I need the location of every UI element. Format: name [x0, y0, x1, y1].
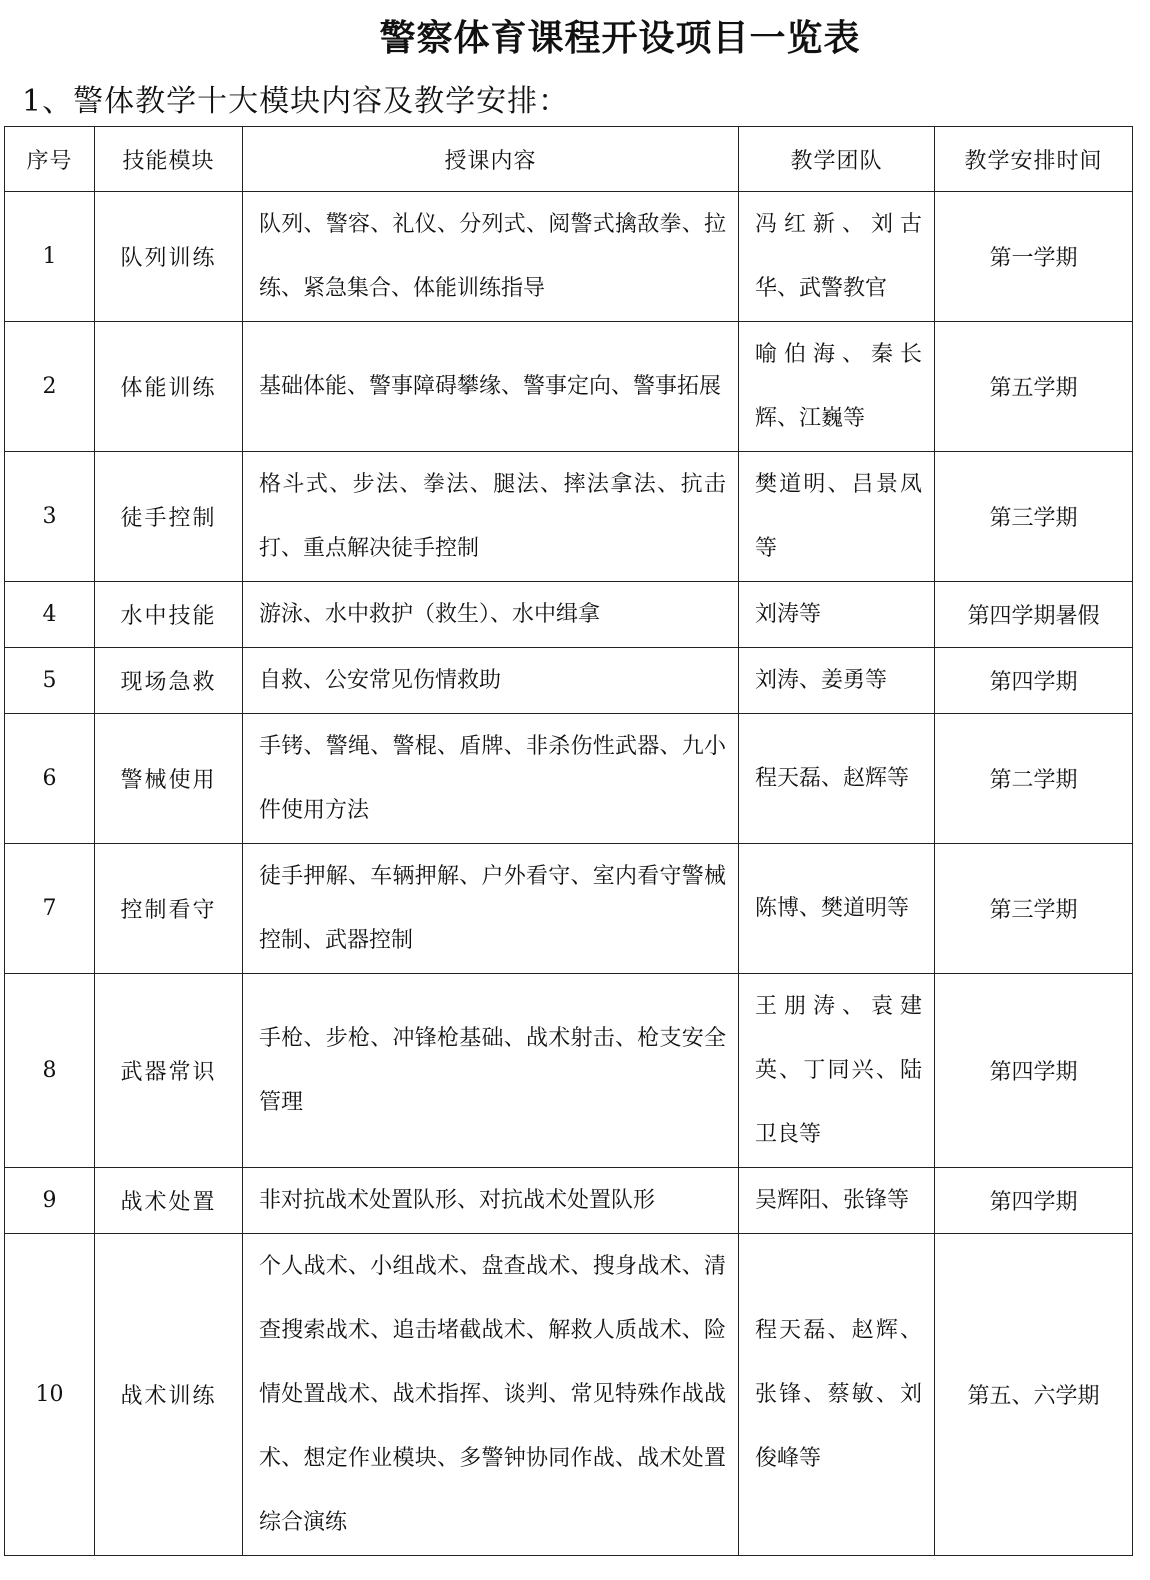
cell-no: 10 — [5, 1234, 95, 1556]
cell-module: 徒手控制 — [95, 452, 243, 582]
cell-content: 手铐、警绳、警棍、盾牌、非杀伤性武器、九小件使用方法 — [243, 714, 739, 844]
table-row — [5, 452, 1133, 582]
cell-team: 冯红新、刘古华、武警教官 — [739, 192, 935, 322]
header-module: 技能模块 — [95, 127, 243, 192]
cell-no: 8 — [5, 974, 95, 1168]
header-time: 教学安排时间 — [935, 127, 1133, 192]
cell-no: 7 — [5, 844, 95, 974]
table-row — [5, 1234, 1133, 1556]
cell-content: 格斗式、步法、拳法、腿法、摔法拿法、抗击打、重点解决徒手控制 — [243, 452, 739, 582]
cell-time: 第四学期 — [935, 974, 1133, 1168]
cell-time: 第二学期 — [935, 714, 1133, 844]
cell-team: 王朋涛、袁建英、丁同兴、陆卫良等 — [739, 974, 935, 1168]
cell-module: 战术训练 — [95, 1234, 243, 1556]
cell-module: 水中技能 — [95, 582, 243, 648]
cell-module: 现场急救 — [95, 648, 243, 714]
cell-module: 队列训练 — [95, 192, 243, 322]
cell-content: 个人战术、小组战术、盘查战术、搜身战术、清查搜索战术、追击堵截战术、解救人质战术、险情处置战术、战术指挥、谈判、常见特殊作战战术、想定作业模块、多警钟协同作战、战术处置综合演练 — [243, 1234, 739, 1556]
cell-content: 自救、公安常见伤情救助 — [243, 648, 739, 714]
table-row — [5, 582, 1133, 648]
cell-no: 9 — [5, 1168, 95, 1234]
cell-module: 战术处置 — [95, 1168, 243, 1234]
cell-team: 刘涛等 — [739, 582, 935, 648]
cell-content: 基础体能、警事障碍攀缘、警事定向、警事拓展 — [243, 322, 739, 452]
course-table — [4, 126, 1133, 1556]
cell-no: 1 — [5, 192, 95, 322]
cell-no: 4 — [5, 582, 95, 648]
table-row — [5, 192, 1133, 322]
cell-content: 队列、警容、礼仪、分列式、阅警式擒敌拳、拉练、紧急集合、体能训练指导 — [243, 192, 739, 322]
table-row — [5, 974, 1133, 1168]
cell-time: 第四学期 — [935, 1168, 1133, 1234]
section-heading: 1、警体教学十大模块内容及教学安排： — [22, 84, 570, 119]
page-title: 警察体育课程开设项目一览表 — [379, 17, 861, 59]
table-row — [5, 648, 1133, 714]
cell-module: 体能训练 — [95, 322, 243, 452]
cell-time: 第三学期 — [935, 844, 1133, 974]
header-no: 序号 — [5, 127, 95, 192]
cell-content: 游泳、水中救护（救生）、水中缉拿 — [243, 582, 739, 648]
table-row — [5, 1168, 1133, 1234]
cell-no: 2 — [5, 322, 95, 452]
cell-time: 第三学期 — [935, 452, 1133, 582]
cell-time: 第五、六学期 — [935, 1234, 1133, 1556]
cell-team: 陈博、樊道明等 — [739, 844, 935, 974]
cell-content: 徒手押解、车辆押解、户外看守、室内看守警械控制、武器控制 — [243, 844, 739, 974]
table-header-row — [5, 127, 1133, 192]
cell-module: 武器常识 — [95, 974, 243, 1168]
cell-time: 第一学期 — [935, 192, 1133, 322]
cell-no: 3 — [5, 452, 95, 582]
cell-module: 警械使用 — [95, 714, 243, 844]
cell-time: 第五学期 — [935, 322, 1133, 452]
header-content: 授课内容 — [243, 127, 739, 192]
cell-time: 第四学期 — [935, 648, 1133, 714]
cell-team: 樊道明、吕景凤等 — [739, 452, 935, 582]
cell-team: 程天磊、赵辉等 — [739, 714, 935, 844]
cell-content: 手枪、步枪、冲锋枪基础、战术射击、枪支安全管理 — [243, 974, 739, 1168]
cell-content: 非对抗战术处置队形、对抗战术处置队形 — [243, 1168, 739, 1234]
header-team: 教学团队 — [739, 127, 935, 192]
cell-no: 6 — [5, 714, 95, 844]
cell-module: 控制看守 — [95, 844, 243, 974]
cell-time: 第四学期暑假 — [935, 582, 1133, 648]
cell-team: 喻伯海、秦长辉、江巍等 — [739, 322, 935, 452]
cell-team: 刘涛、姜勇等 — [739, 648, 935, 714]
cell-team: 程天磊、赵辉、张锋、蔡敏、刘俊峰等 — [739, 1234, 935, 1556]
table-row — [5, 322, 1133, 452]
table-row — [5, 844, 1133, 974]
cell-team: 吴辉阳、张锋等 — [739, 1168, 935, 1234]
cell-no: 5 — [5, 648, 95, 714]
table-row — [5, 714, 1133, 844]
